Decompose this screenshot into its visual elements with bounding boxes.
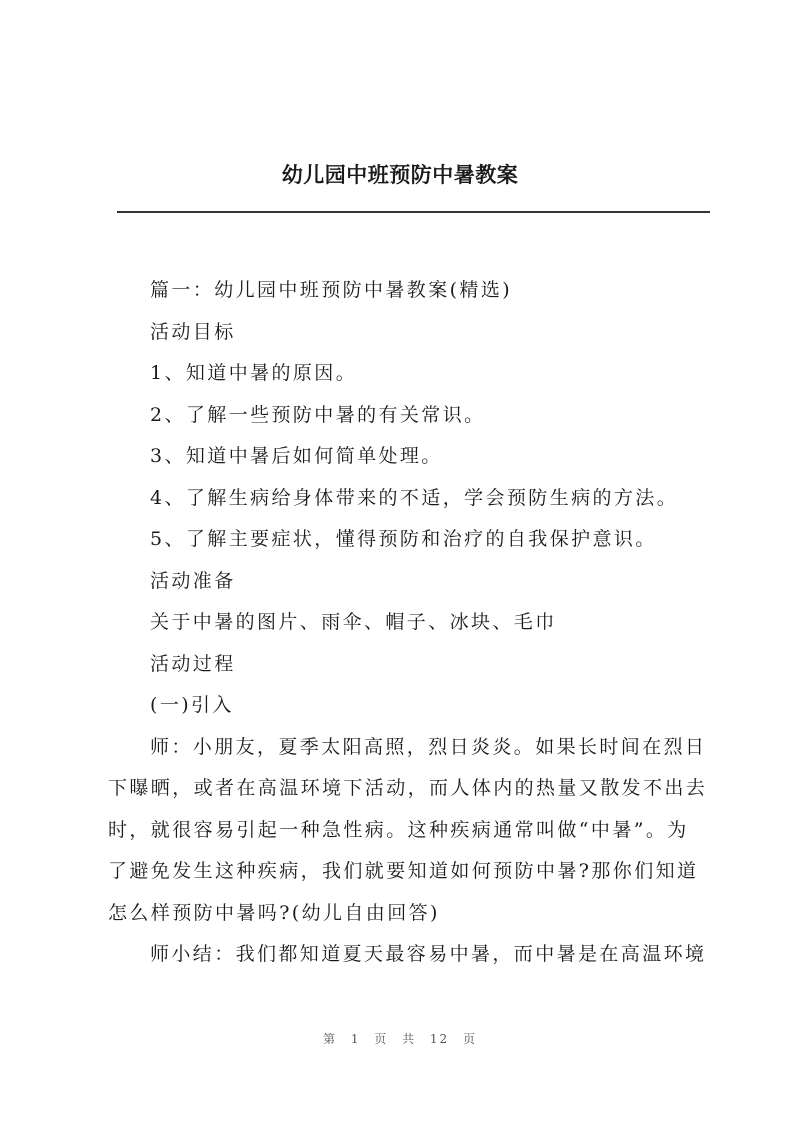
title-divider xyxy=(117,211,710,213)
text-line: 时，就很容易引起一种急性病。这种疾病通常叫做“中暑”。为 xyxy=(108,818,689,841)
text-line: 活动准备 xyxy=(150,569,236,592)
text-line: 2、了解一些预防中暑的有关常识。 xyxy=(150,403,486,426)
text-line: 师：小朋友，夏季太阳高照，烈日炎炎。如果长时间在烈日 xyxy=(150,735,707,758)
text-line: (一)引入 xyxy=(150,694,234,716)
text-line: 关于中暑的图片、雨伞、帽子、冰块、毛巾 xyxy=(150,611,557,633)
text-line: 1、知道中暑的原因。 xyxy=(150,362,358,384)
text-line: 4、了解生病给身体带来的不适，学会预防生病的方法。 xyxy=(150,486,679,509)
text-line: 篇一：幼儿园中班预防中暑教案(精选) xyxy=(150,279,513,301)
document-title: 幼儿园中班预防中暑教案 xyxy=(281,162,519,187)
text-line: 活动过程 xyxy=(150,652,236,675)
text-line: 活动目标 xyxy=(150,320,236,343)
text-line: 5、了解主要症状，懂得预防和治疗的自我保护意识。 xyxy=(150,528,657,550)
text-line: 了避免发生这种疾病，我们就要知道如何预防中暑?那你们知道 xyxy=(108,860,699,882)
text-line: 下曝晒，或者在高温环境下活动，而人体内的热量又散发不出去 xyxy=(108,777,708,799)
text-line: 怎么样预防中暑吗?(幼儿自由回答) xyxy=(108,901,440,924)
page-footer: 第 1 页 共 12 页 xyxy=(323,1032,477,1046)
text-line: 3、知道中暑后如何简单处理。 xyxy=(150,445,443,467)
document-body xyxy=(108,270,712,976)
text-line: 师小结：我们都知道夏天最容易中暑，而中暑是在高温环境 xyxy=(150,943,707,965)
